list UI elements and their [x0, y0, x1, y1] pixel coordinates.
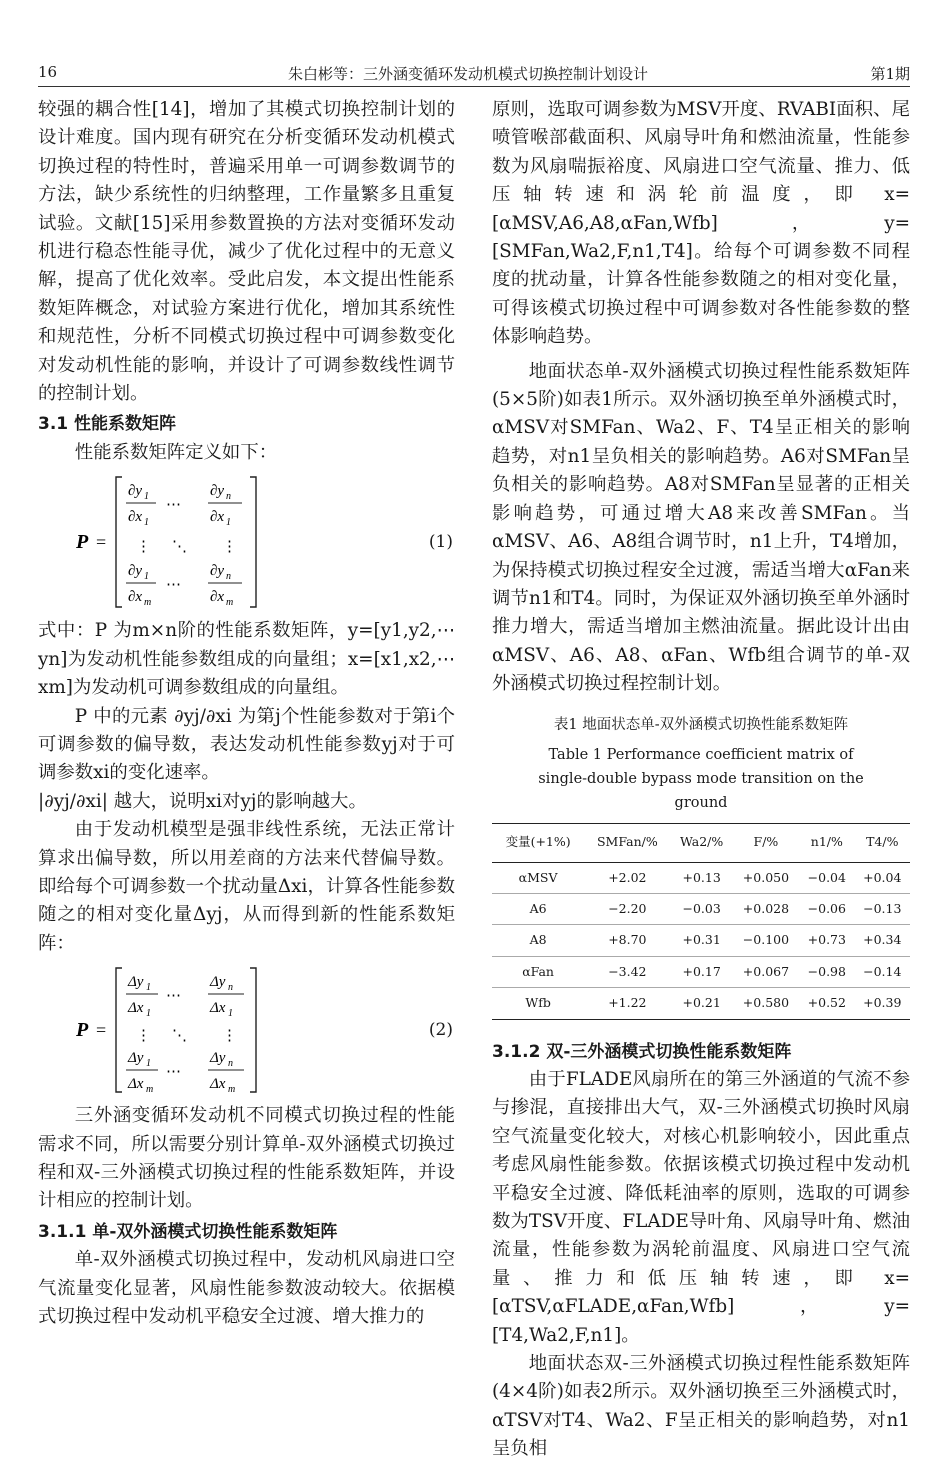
table-row — [492, 862, 910, 893]
table-cell: +0.580 — [733, 988, 799, 1019]
table-cell: +0.31 — [671, 925, 733, 956]
right-column — [492, 96, 910, 1464]
svg-text:Δx: Δx — [128, 1000, 144, 1017]
paragraph-eq1-where: 式中：P 为m×n阶的性能系数矩阵，y=[y1,y2,⋯yn]为发动机性能参数组成的向量组；x=[x1,x2,⋯xm]为发动机可调参数组成的向量组。 — [38, 620, 455, 699]
table-cell: αFan — [492, 956, 584, 987]
matrix-2-svg — [74, 962, 274, 1098]
paragraph-difference-quotient: 由于发动机模型是强非线性系统，无法正常计算求出偏导数，所以用差商的方法来代替偏导数。即给每个可调参数一个扰动量Δxi，计算各性能参数随之的相对变化量Δyj，从而得到新的性能系数矩阵： — [38, 819, 455, 954]
table-cell: −0.14 — [855, 956, 910, 987]
right-bracket — [250, 968, 256, 1092]
svg-text:Δx: Δx — [128, 1076, 144, 1093]
table-cell: A8 — [492, 925, 584, 956]
svg-text:⋱: ⋱ — [172, 539, 187, 556]
svg-text:m: m — [226, 597, 234, 609]
issue-label: 第1期 — [870, 65, 910, 83]
paragraph-table2-intro: 地面状态双-三外涵模式切换过程性能系数矩阵(4×4阶)如表2所示。双外涵切换至三外涵模式时，αTSV对T4、Wa2、F呈正相关的影响趋势，对n1呈负相 — [492, 1353, 910, 1460]
matrix-symbol-p: P — [76, 1019, 89, 1042]
section-heading-3-1-1: 3.1.1 单-双外涵模式切换性能系数矩阵 — [38, 1221, 338, 1242]
svg-text:⋮: ⋮ — [136, 1028, 151, 1045]
svg-text:1: 1 — [146, 1058, 151, 1070]
running-title: 朱白彬等：三外涵变循环发动机模式切换控制计划设计 — [288, 65, 649, 83]
svg-text:⋱: ⋱ — [172, 1028, 187, 1045]
svg-text:1: 1 — [144, 517, 149, 529]
svg-text:n: n — [228, 1058, 233, 1070]
section-heading-3-1: 3.1 性能系数矩阵 — [38, 414, 177, 435]
left-bracket — [116, 477, 122, 607]
paragraph-single-double: 单-双外涵模式切换过程中，发动机风扇进口空气流量变化显著，风扇性能参数波动较大。依据模式切换过程中发动机平稳安全过渡、增大推力的 — [38, 1249, 455, 1327]
table-cell: +0.17 — [671, 956, 733, 987]
table-header-cell: SMFan/% — [584, 823, 670, 862]
svg-text:1: 1 — [146, 1008, 151, 1020]
svg-text:∂y: ∂y — [210, 483, 225, 500]
table-cell: +0.04 — [855, 862, 910, 893]
paragraph-mode-requirements: 三外涵变循环发动机不同模式切换过程的性能需求不同，所以需要分别计算单-双外涵模式切换过程和双-三外涵模式切换过程的性能系数矩阵，并设计相应的控制计划。 — [38, 1105, 455, 1212]
table-cell: −3.42 — [584, 956, 670, 987]
svg-text:⋯: ⋯ — [166, 1064, 181, 1081]
svg-text:∂x: ∂x — [128, 509, 143, 526]
table-cell: +0.39 — [855, 988, 910, 1019]
svg-text:Δy: Δy — [210, 974, 226, 991]
svg-text:⋮: ⋮ — [222, 1028, 237, 1045]
equals-sign: = — [96, 1020, 107, 1041]
section-heading-3-1-2: 3.1.2 双-三外涵模式切换性能系数矩阵 — [492, 1041, 792, 1062]
equals-sign: = — [96, 532, 107, 553]
svg-text:⋯: ⋯ — [166, 988, 181, 1005]
table-header-row — [492, 823, 910, 862]
svg-text:∂y: ∂y — [210, 563, 225, 580]
left-bracket — [116, 968, 122, 1092]
table-cell: αMSV — [492, 862, 584, 893]
svg-text:1: 1 — [146, 982, 151, 994]
table-cell: +0.050 — [733, 862, 799, 893]
svg-text:∂x: ∂x — [210, 589, 225, 606]
table-cell: +0.73 — [799, 925, 854, 956]
svg-text:∂x: ∂x — [128, 589, 143, 606]
table-cell: +0.34 — [855, 925, 910, 956]
svg-text:1: 1 — [144, 571, 149, 583]
table-cell: +0.21 — [671, 988, 733, 1019]
table-cell: −0.98 — [799, 956, 854, 987]
table-cell: −0.03 — [671, 893, 733, 924]
matrix-symbol-p: P — [76, 531, 89, 554]
svg-text:1: 1 — [144, 491, 149, 503]
table-row — [492, 988, 910, 1019]
table-cell: −0.100 — [733, 925, 799, 956]
svg-text:n: n — [226, 571, 231, 583]
table-cell: +8.70 — [584, 925, 670, 956]
table-cell: −0.06 — [799, 893, 854, 924]
table-cell: +2.02 — [584, 862, 670, 893]
table-cell: −2.20 — [584, 893, 670, 924]
equation-1 — [38, 471, 455, 613]
matrix-1-svg — [74, 471, 274, 613]
table-header-cell: 变量(+1%) — [492, 823, 584, 862]
svg-text:m: m — [228, 1084, 236, 1096]
table-header-cell: Wa2/% — [671, 823, 733, 862]
equation-2 — [38, 962, 455, 1098]
paragraph-element-meaning: P 中的元素 ∂yj/∂xi 为第j个性能参数对于第i个可调参数的偏导数，表达发动机性能参数yj对于可调参数xi的变化速率。 — [38, 705, 455, 784]
svg-text:∂x: ∂x — [210, 509, 225, 526]
matrix-2-entries — [126, 974, 244, 1095]
svg-text:Δx: Δx — [210, 1000, 226, 1017]
table-cell: −0.04 — [799, 862, 854, 893]
table-cell: +0.028 — [733, 893, 799, 924]
svg-text:⋮: ⋮ — [136, 539, 151, 556]
right-bracket — [250, 477, 256, 607]
svg-text:Δy: Δy — [210, 1050, 226, 1067]
svg-text:m: m — [144, 597, 152, 609]
table-1-caption-cn: 表1 地面状态单-双外涵模式切换性能系数矩阵 — [553, 716, 849, 733]
paragraph-parameter-selection: 原则，选取可调参数为MSV开度、RVABI面积、尾喷管喉部截面积、风扇导叶角和燃油流量，性能参数为风扇喘振裕度、风扇进口空气流量、推力、低压轴转速和涡轮前温度，即 x=[αMSV,A6,A8,αFan,Wfb]，y=[SMFan,Wa2,F,n1,T4]。给每个可调参数不同程度的扰动量，计算各性能参数随之的相对变化量，可得该模式切换过程中可调参数对各性能参数的整体影响趋势。 — [492, 99, 910, 348]
table-cell: −0.13 — [855, 893, 910, 924]
left-column — [38, 96, 455, 1331]
equation-2-number: (2) — [428, 1019, 453, 1040]
equation-1-number: (1) — [428, 532, 453, 553]
svg-text:Δy: Δy — [128, 974, 144, 991]
svg-text:m: m — [146, 1084, 154, 1096]
performance-coefficient-table — [492, 823, 910, 1020]
table-cell: A6 — [492, 893, 584, 924]
svg-text:Δx: Δx — [210, 1076, 226, 1093]
svg-text:1: 1 — [228, 1008, 233, 1020]
table-header-cell: T4/% — [855, 823, 910, 862]
table-1-block — [492, 713, 910, 1020]
table-cell: +0.13 — [671, 862, 733, 893]
running-header — [38, 60, 910, 87]
svg-text:n: n — [226, 491, 231, 503]
table-cell: +1.22 — [584, 988, 670, 1019]
svg-text:⋯: ⋯ — [166, 497, 181, 514]
svg-text:Δy: Δy — [128, 1050, 144, 1067]
table-cell: +0.52 — [799, 988, 854, 1019]
svg-text:∂y: ∂y — [128, 563, 143, 580]
svg-text:1: 1 — [226, 517, 231, 529]
table-row — [492, 956, 910, 987]
table-cell: Wfb — [492, 988, 584, 1019]
paragraph-definition-intro: 性能系数矩阵定义如下： — [74, 441, 278, 463]
page-number: 16 — [38, 63, 58, 81]
svg-text:∂y: ∂y — [128, 483, 143, 500]
matrix-1-entries — [126, 483, 242, 608]
svg-text:n: n — [228, 982, 233, 994]
paragraph-element-magnitude: |∂yj/∂xi| 越大，说明xi对yj的影响越大。 — [38, 790, 367, 812]
table-cell: +0.067 — [733, 956, 799, 987]
paragraph-table1-analysis: 地面状态单-双外涵模式切换过程性能系数矩阵(5×5阶)如表1所示。双外涵切换至单外涵模式时，αMSV对SMFan、Wa2、F、T4呈正相关的影响趋势，对n1呈负相关的影响趋势。A6对SMFan呈负相关的影响趋势。A8对SMFan呈显著的正相关影响趋势，可通过增大A8来改善SMFan。当αMSV、A6、A8组合调节时，n1上升，T4增加，为保持模式切换过程安全过渡，需适当增大αFan来调节n1和T4。同时，为保证双外涵切换至单外涵时推力增大，需适当增加主燃油流量。据此设计出由αMSV、A6、A8、αFan、Wfb组合调节的单-双外涵模式切换过程控制计划。 — [492, 360, 910, 695]
svg-text:⋮: ⋮ — [222, 539, 237, 556]
table-row — [492, 925, 910, 956]
paragraph-double-triple: 由于FLADE风扇所在的第三外涵道的气流不参与掺混，直接排出大气，双-三外涵模式切换时风扇空气流量变化较大，对核心机影响较小，因此重点考虑风扇性能参数。依据该模式切换过程中发动机平稳安全过渡、降低耗油率的原则，选取的可调参数为TSV开度、FLADE导叶角、风扇导叶角、燃油流量，性能参数为涡轮前温度、风扇进口空气流量、推力和低压轴转速，即 x=[αTSV,αFLADE,αFan,Wfb]，y=[T4,Wa2,F,n1]。 — [492, 1068, 910, 1346]
table-header-cell: n1/% — [799, 823, 854, 862]
table-1-caption-en: Table 1 Performance coefficient matrix of single-double bypass mode transition on the ground — [538, 746, 864, 811]
table-row — [492, 893, 910, 924]
svg-text:⋯: ⋯ — [166, 577, 181, 594]
paragraph-intro: 较强的耦合性[14]，增加了其模式切换控制计划的设计难度。国内现有研究在分析变循环发动机模式切换过程的特性时，普遍采用单一可调参数调节的方法，缺少系统性的归纳整理，工作量繁多且重复试验。文献[15]采用参数置换的方法对变循环发动机进行稳态性能寻优，减少了优化过程中的无意义解，提高了优化效率。受此启发，本文提出性能系数矩阵概念，对试验方案进行优化，增加其系统性和规范性，分析不同模式切换过程中可调参数变化对发动机性能的影响，并设计了可调参数线性调节的控制计划。 — [38, 99, 455, 405]
table-header-cell: F/% — [733, 823, 799, 862]
